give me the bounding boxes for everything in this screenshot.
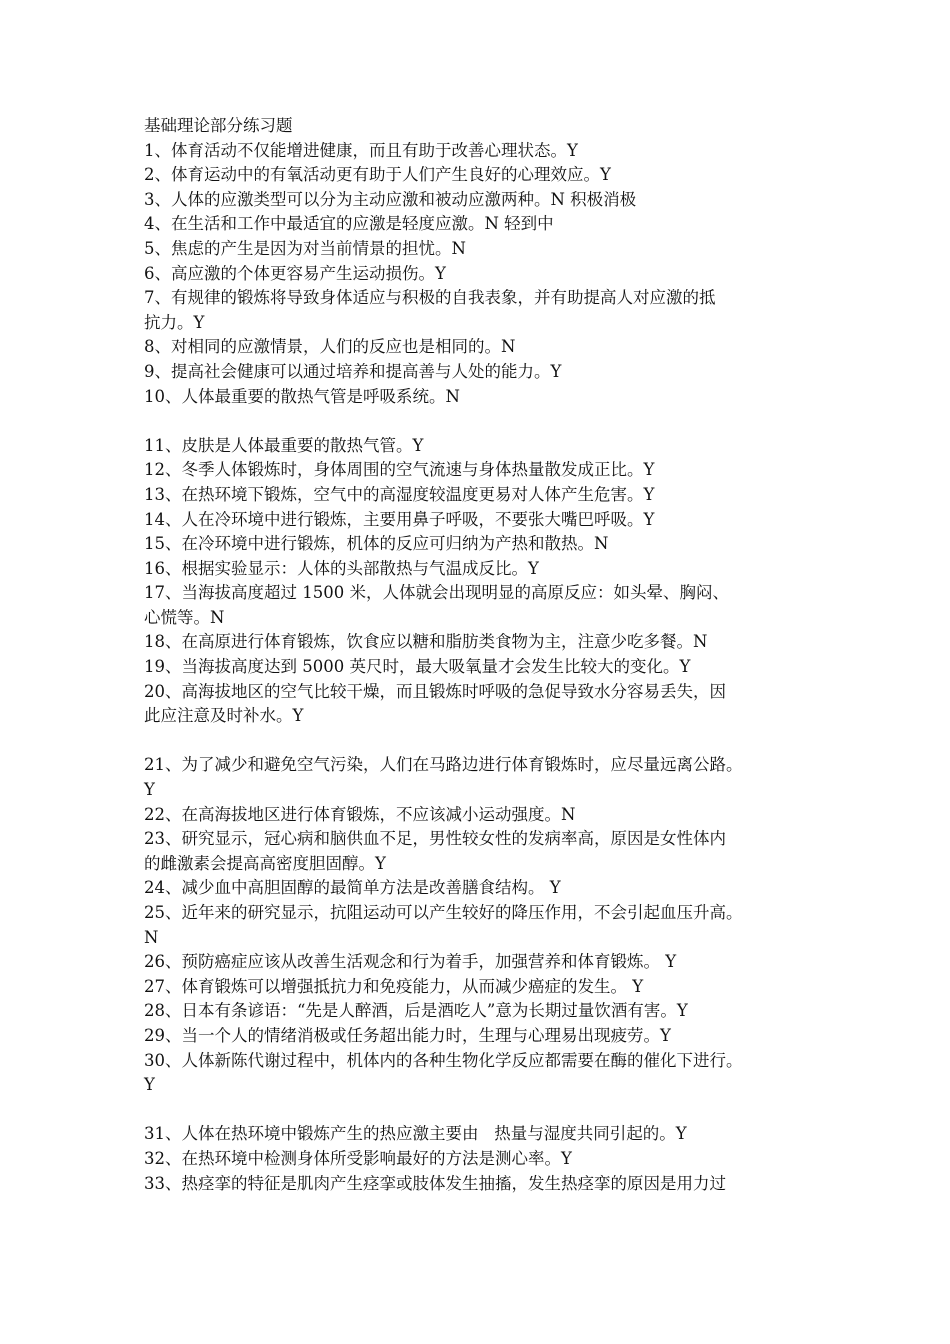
question-line: 23、研究显示，冠心病和脑供血不足，男性较女性的发病率高，原因是女性体内 — [144, 829, 726, 849]
question-line: 3、人体的应激类型可以分为主动应激和被动应激两种。N 积极消极 — [144, 189, 637, 209]
blank-line — [144, 729, 816, 754]
question-line: 26、预防癌症应该从改善生活观念和行为着手，加强营养和体育锻炼。 Y — [144, 952, 677, 972]
question-line: 4、在生活和工作中最适宜的应激是轻度应激。N 轻到中 — [144, 214, 554, 234]
question-line: 25、近年来的研究显示，抗阻运动可以产生较好的降压作用，不会引起血压升高。 — [144, 903, 743, 922]
question-line: 33、热痉挛的特征是肌肉产生痉挛或肢体发生抽搐，发生热痉挛的原因是用力过 — [144, 1173, 726, 1193]
question-line: 1、体育活动不仅能增进健康，而且有助于改善心理状态。Y — [144, 140, 578, 160]
question-line: 29、当一个人的情绪消极或任务超出能力时，生理与心理易出现疲劳。Y — [144, 1025, 671, 1045]
question-line: 2、体育运动中的有氧活动更有助于人们产生良好的心理效应。Y — [144, 165, 611, 185]
question-list — [144, 139, 816, 1197]
question-line: 9、提高社会健康可以通过培养和提高善与人处的能力。Y — [144, 361, 562, 381]
question-line: 7、有规律的锻炼将导致身体适应与积极的自我表象，并有助提高人对应激的抵 — [144, 288, 716, 308]
question-line: 此应注意及时补水。Y — [144, 706, 304, 726]
question-line: 10、人体最重要的散热气管是呼吸系统。N — [144, 386, 460, 406]
question-line: Y — [144, 1075, 155, 1095]
question-line: 30、人体新陈代谢过程中，机体内的各种生物化学反应都需要在酶的催化下进行。 — [144, 1050, 743, 1070]
question-line: 8、对相同的应激情景，人们的反应也是相同的。N — [144, 337, 516, 357]
question-line: 20、高海拔地区的空气比较干燥，而且锻炼时呼吸的急促导致水分容易丢失，因 — [144, 681, 726, 701]
blank-line — [144, 409, 816, 434]
question-line: 6、高应激的个体更容易产生运动损伤。Y — [144, 263, 446, 283]
question-line: 心慌等。N — [144, 607, 225, 627]
question-line: 15、在冷环境中进行锻炼，机体的反应可归纳为产热和散热。N — [144, 534, 609, 554]
question-line: 31、人体在热环境中锻炼产生的热应激主要由 热量与湿度共同引起的。Y — [144, 1124, 687, 1144]
document-body — [144, 114, 816, 1196]
question-line: 抗力。Y — [144, 312, 205, 332]
question-line: Y — [144, 780, 155, 800]
question-line: N — [144, 927, 159, 947]
question-line: 11、皮肤是人体最重要的散热气管。Y — [144, 435, 424, 455]
question-line: 24、减少血中高胆固醇的最简单方法是改善膳食结构。 Y — [144, 878, 561, 898]
question-line: 17、当海拔高度超过 1500 米，人体就会出现明显的高原反应：如头晕、胸闷、 — [144, 583, 729, 603]
question-line: 12、冬季人体锻炼时，身体周围的空气流速与身体热量散发成正比。Y — [144, 460, 655, 480]
question-line: 13、在热环境下锻炼，空气中的高湿度较温度更易对人体产生危害。Y — [144, 484, 655, 504]
question-line: 27、体育锻炼可以增强抵抗力和免疫能力，从而减少癌症的发生。 Y — [144, 976, 644, 996]
question-line: 的雌激素会提高高密度胆固醇。Y — [144, 853, 386, 873]
question-line: 28、日本有条谚语：“先是人醉酒，后是酒吃人”意为长期过量饮酒有害。Y — [144, 1001, 688, 1021]
document-title: 基础理论部分练习题 — [144, 116, 293, 135]
blank-line — [144, 1098, 816, 1123]
question-line: 14、人在冷环境中进行锻炼，主要用鼻子呼吸，不要张大嘴巴呼吸。Y — [144, 509, 655, 529]
question-line: 22、在高海拔地区进行体育锻炼，不应该减小运动强度。N — [144, 804, 576, 824]
question-line: 21、为了减少和避免空气污染，人们在马路边进行体育锻炼时，应尽量远离公路。 — [144, 755, 743, 775]
question-line: 19、当海拔高度达到 5000 英尺时，最大吸氧量才会发生比较大的变化。Y — [144, 657, 691, 677]
question-line: 32、在热环境中检测身体所受影响最好的方法是测心率。Y — [144, 1148, 572, 1168]
question-line: 18、在高原进行体育锻炼，饮食应以糖和脂肪类食物为主，注意少吃多餐。N — [144, 632, 708, 652]
question-line: 16、根据实验显示：人体的头部散热与气温成反比。Y — [144, 558, 539, 578]
question-line: 5、焦虑的产生是因为对当前情景的担忧。N — [144, 238, 466, 258]
